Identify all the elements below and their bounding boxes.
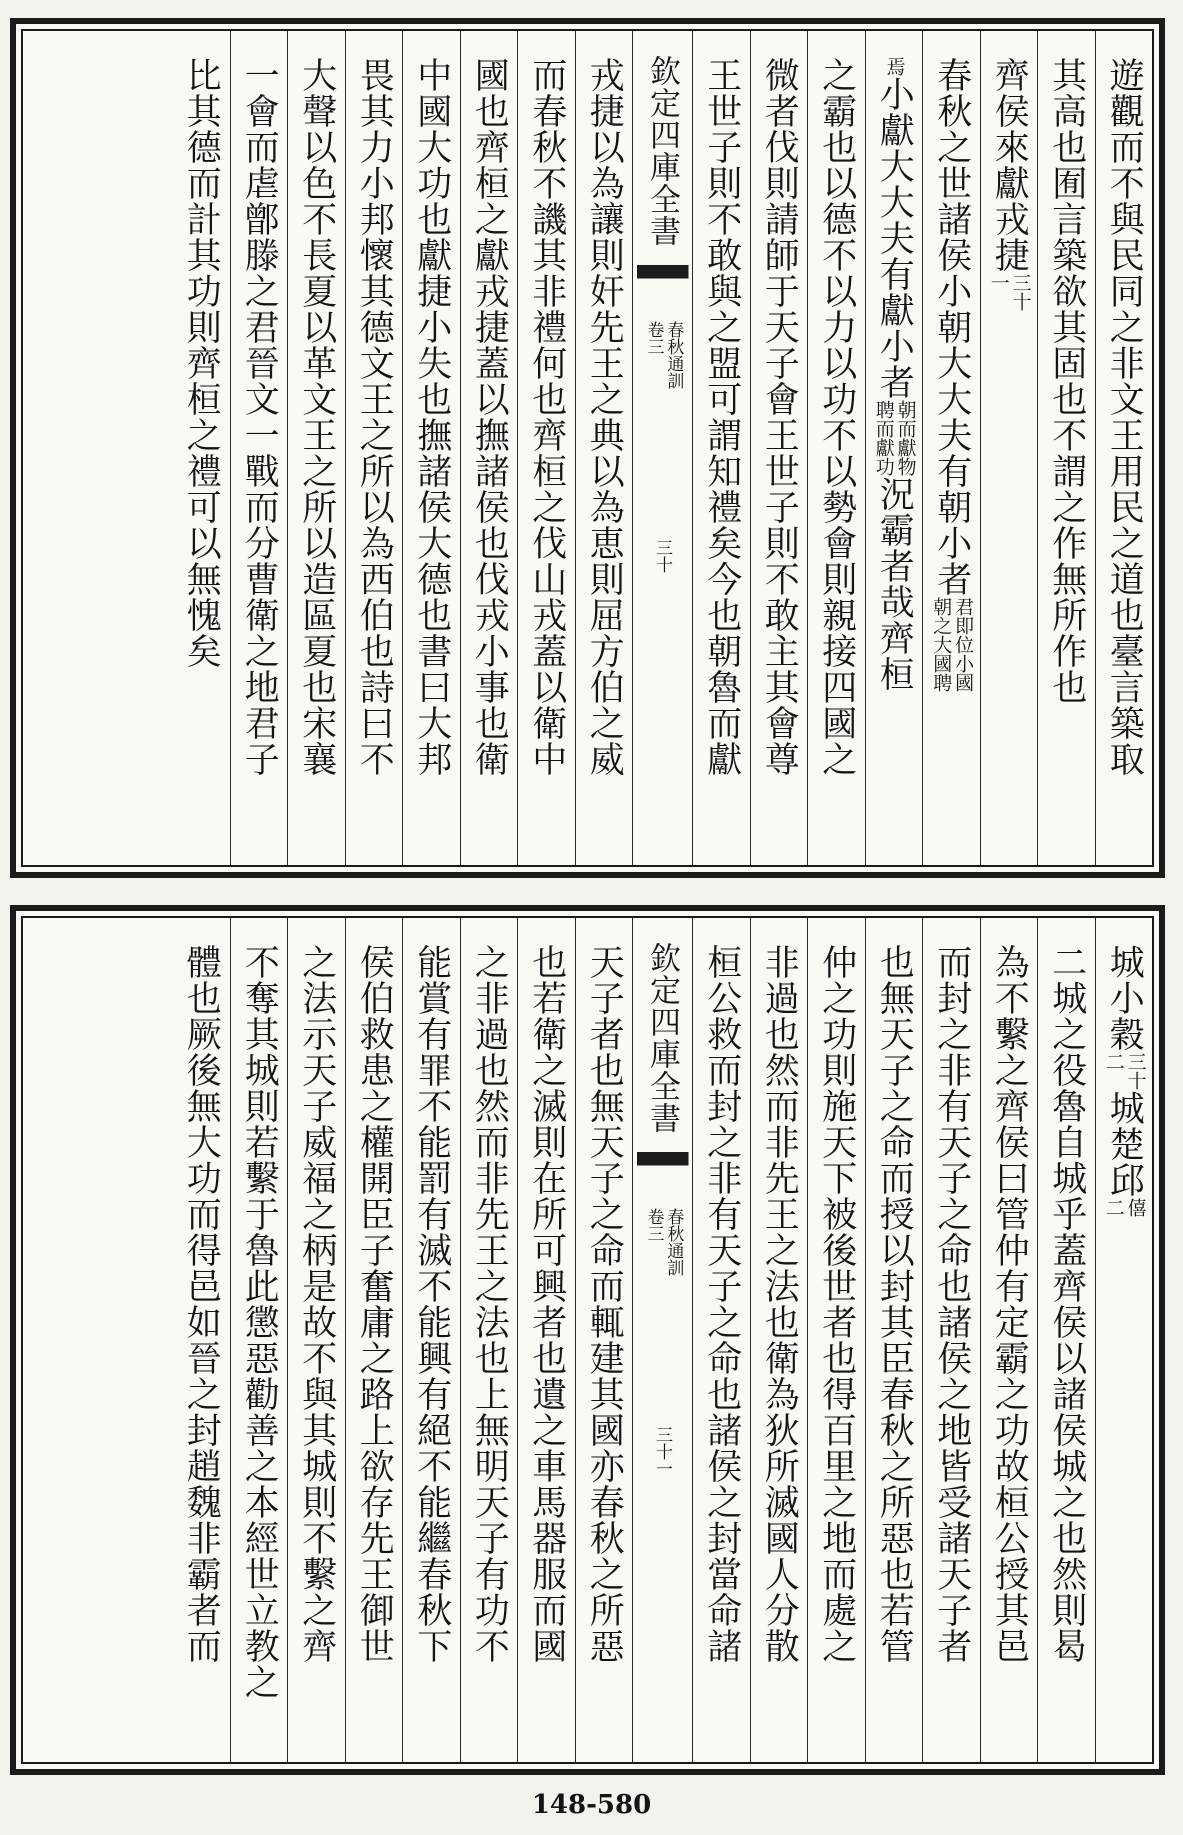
column-text: 桓公救而封之非有天子之命也諸侯之封當命諸 [701,944,742,1664]
text-column [402,918,460,1762]
text-column [807,918,865,1762]
column-text: 齊侯來獻戎捷 [989,57,1030,273]
column-text: 體也厥後無大功而得邑如晉之封趙魏非霸者而 [181,944,222,1664]
text-column [1037,918,1095,1762]
text-column [865,918,923,1762]
note-line: 二 [1102,1052,1125,1071]
text-column [230,31,288,865]
top-page-frame [21,29,1154,867]
bottom-page-frame [21,916,1154,1764]
sub-title: 春秋通訓 [663,321,684,389]
text-column [575,31,633,865]
text-column [692,918,750,1762]
interlinear-note [883,57,905,76]
column-text: 二城之役魯自城乎蓋齊侯以諸侯城之也然則曷 [1046,944,1087,1664]
column-text: 為不繫之齊侯曰管仲有定霸之功故桓公授其邑 [989,944,1030,1664]
column-text: 一會而虐鄫滕之君晉文一戰而分曹衛之地君子 [239,57,280,777]
note-line: 朝而獻物 [894,400,917,476]
text-column [460,31,518,865]
text-column [345,918,403,1762]
note-line: 僖 [1124,1198,1147,1217]
text-column [922,31,980,865]
text-column [1095,918,1153,1762]
column-text: 春秋之世諸侯小朝大大夫有朝小者 [931,57,972,597]
text-column [287,918,345,1762]
note-line: 焉 [883,57,906,76]
column-text: 仲之功則施天下被後世者也得百里之地而處之 [816,944,857,1664]
text-column [1037,31,1095,865]
column-text: 也若衛之滅則在所可興者也遺之車馬器服而國 [526,944,567,1664]
volume-label: 卷三 [643,1208,664,1242]
column-text: 能賞有罪不能罰有滅不能興有絕不能繼春秋下 [411,944,452,1664]
text-column [402,31,460,865]
column-text: 天子者也無天子之命而輒建其國亦春秋之所惡 [584,944,625,1664]
text-column [692,31,750,865]
sub-title-group [644,321,682,389]
column-text: 城小穀 [1104,944,1145,1052]
note-line: 三十 [1124,1052,1147,1090]
column-text: 中國大功也獻捷小失也撫諸侯大德也書曰大邦 [411,57,452,777]
text-column [750,918,808,1762]
column-text: 況霸者哉齊桓 [874,476,915,692]
interlinear-note [987,273,1031,311]
note-line: 二 [1102,1198,1125,1217]
page-gutter [632,31,692,865]
text-column [517,918,575,1762]
column-text: 也無天子之命而授以封其臣春秋之所惡也若管 [874,944,915,1664]
note-line: 三十 [1009,273,1032,311]
note-line: 君即位小國 [952,597,975,692]
text-column [865,31,923,865]
column-text: 國也齊桓之獻戎捷蓋以撫諸侯也伐戎小事也衛 [469,57,510,777]
text-column [980,31,1038,865]
text-column [172,31,230,865]
folio-number: 三十 [652,539,672,573]
column-text: 微者伐則請師于天子會王世子則不敢主其會尊 [759,57,800,777]
column-text: 畏其力小邦懷其德文王之所以為西伯也詩曰不 [354,57,395,777]
text-column [575,918,633,1762]
book-title: 欽定四庫全書 [644,55,680,247]
text-column [750,31,808,865]
column-text: 遊觀而不與民同之非文王用民之道也臺言築取 [1104,57,1145,777]
text-column [345,31,403,865]
column-text: 其高也囿言築欲其固也不謂之作無所作也 [1046,57,1087,705]
column-text: 不奪其城則若繫于魯此懲惡勸善之本經世立教之 [239,944,280,1700]
top-page-panel [10,18,1165,878]
text-column [922,918,980,1762]
folio-number: 三十一 [652,1426,672,1477]
sub-title: 春秋通訓 [663,1208,684,1276]
text-column [230,918,288,1762]
page-gutter [632,918,692,1762]
column-text: 大聲以色不長夏以革文王之所以造區夏也宋襄 [296,57,337,777]
fishtail-mark-icon [637,1152,689,1186]
column-text: 而封之非有天子之命也諸侯之地皆受諸天子者 [931,944,972,1664]
note-line: 一 [987,273,1010,292]
column-text: 非過也然而非先王之法也衛為狄所滅國人分散 [759,944,800,1664]
column-text: 之霸也以德不以力以功不以勢會則親接四國之 [816,57,857,777]
interlinear-note [872,400,916,476]
text-column [1095,31,1153,865]
interlinear-note [929,597,973,692]
column-text: 而春秋不譏其非禮何也齊桓之伐山戎蓋以衛中 [526,57,567,777]
text-column [172,918,230,1762]
column-text: 侯伯救患之權開臣子奮庸之路上欲存先王御世 [354,944,395,1664]
sub-title-group [644,1208,682,1276]
volume-label: 卷三 [643,321,664,355]
column-text: 比其德而計其功則齊桓之禮可以無愧矣 [181,57,222,669]
interlinear-note [1102,1052,1146,1090]
fishtail-mark-icon [637,265,689,299]
interlinear-note [1102,1198,1146,1217]
text-column [980,918,1038,1762]
page-number: 148-580 [531,1790,652,1820]
text-column [460,918,518,1762]
column-text: 王世子則不敢與之盟可謂知禮矣今也朝魯而獻 [701,57,742,777]
column-text: 之法示天子威福之柄是故不與其城則不繫之齊 [296,944,337,1664]
note-line: 聘而獻功 [872,400,895,476]
column-text: 之非過也然而非先王之法也上無明天子有功不 [469,944,510,1664]
column-text: 城楚邱 [1104,1090,1145,1198]
book-title: 欽定四庫全書 [644,942,680,1134]
text-column [807,31,865,865]
text-column [517,31,575,865]
bottom-page-panel [10,905,1165,1775]
text-column [287,31,345,865]
column-text: 小獻大大夫有獻小者 [874,76,915,400]
note-line: 朝之大國聘 [930,597,953,692]
column-text: 戎捷以為讓則奸先王之典以為恵則屈方伯之威 [584,57,625,777]
